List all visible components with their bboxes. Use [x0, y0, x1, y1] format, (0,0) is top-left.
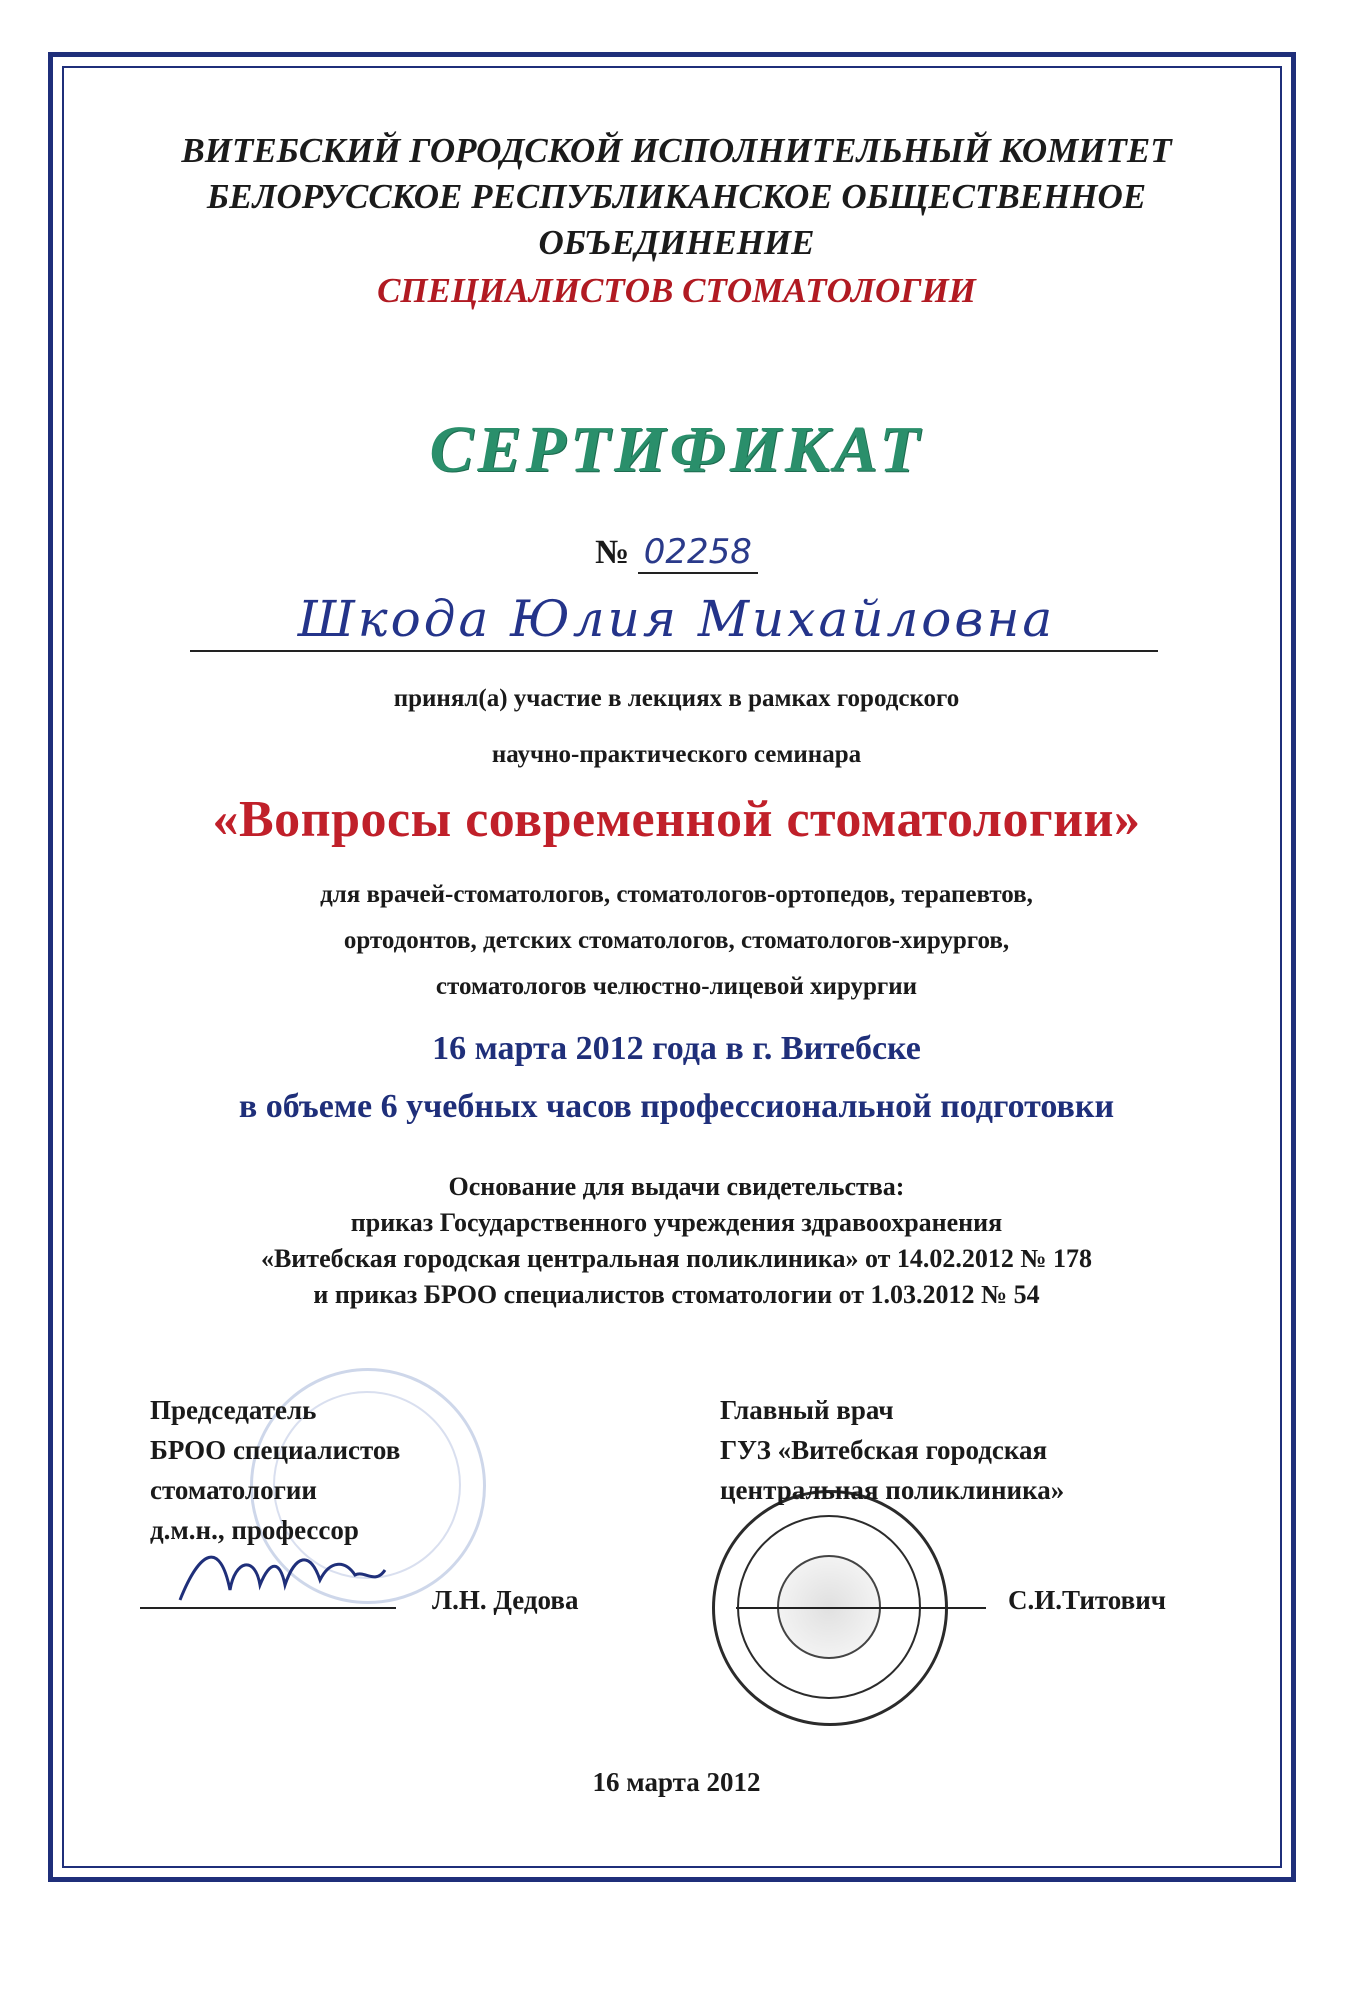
certificate-number-row: [0, 532, 1353, 572]
recipient-underline: [190, 650, 1158, 652]
audience-line-3: стоматологов челюстно-лицевой хирургии: [435, 973, 918, 1000]
issue-date: 16 марта 2012: [592, 1767, 761, 1797]
left-signer-name: Л.Н. Дедова: [432, 1585, 579, 1615]
seminar-title: «Вопросы современной стоматологии»: [212, 791, 1141, 848]
left-signer-org-2: стоматологии: [150, 1475, 317, 1505]
hours-line: в объеме 6 учебных часов профессиональной подготовки: [238, 1088, 1115, 1125]
audience-line-1: для врачей-стоматологов, стоматологов-ортопедов, терапевтов,: [320, 881, 1033, 908]
audience-line-2: ортодонтов, детских стоматологов, стоматологов-хирургов,: [343, 927, 1010, 954]
right-signer-org: ГУЗ «Витебская городская: [720, 1435, 1048, 1465]
basis-line-3: «Витебская городская центральная поликлиника» от 14.02.2012 № 178: [260, 1244, 1093, 1273]
participation-line-1: принял(а) участие в лекциях в рамках городского: [393, 685, 960, 712]
header-line-2: БЕЛОРУССКОЕ РЕСПУБЛИКАНСКОЕ ОБЩЕСТВЕННОЕ: [206, 177, 1147, 216]
date-place: 16 марта 2012 года в г. Витебске: [432, 1030, 921, 1067]
basis-line-2: приказ Государственного учреждения здравоохранения: [350, 1208, 1003, 1237]
header-line-3: ОБЪЕДИНЕНИЕ: [538, 223, 815, 262]
certificate-title: СЕРТИФИКАТ: [429, 413, 924, 486]
number-label: №: [595, 534, 630, 571]
basis-line-4: и приказ БРОО специалистов стоматологии от 1.03.2012 № 54: [313, 1280, 1040, 1309]
left-signature-line: [140, 1607, 396, 1609]
basis-heading: Основание для выдачи свидетельства:: [448, 1172, 905, 1201]
right-signer-name: С.И.Титович: [1008, 1585, 1166, 1615]
left-signer-block: [150, 1390, 400, 1550]
header-line-4: СПЕЦИАЛИСТОВ СТОМАТОЛОГИИ: [377, 271, 976, 310]
right-signer-org-2: центральная поликлиника»: [720, 1475, 1065, 1505]
left-signer-title: Председатель: [150, 1395, 317, 1425]
right-signature-line: [736, 1607, 986, 1609]
right-signer-title: Главный врач: [720, 1395, 894, 1425]
certificate-number: 02258: [638, 532, 758, 574]
header-line-1: ВИТЕБСКИЙ ГОРОДСКОЙ ИСПОЛНИТЕЛЬНЫЙ КОМИТЕТ: [181, 131, 1172, 170]
recipient-name: Шкода Юлия Михайловна: [297, 590, 1056, 648]
right-signer-block: [720, 1390, 1064, 1510]
left-signer-org: БРОО специалистов: [150, 1435, 401, 1465]
participation-line-2: научно-практического семинара: [491, 741, 862, 768]
left-signer-degree: д.м.н., профессор: [150, 1515, 359, 1545]
